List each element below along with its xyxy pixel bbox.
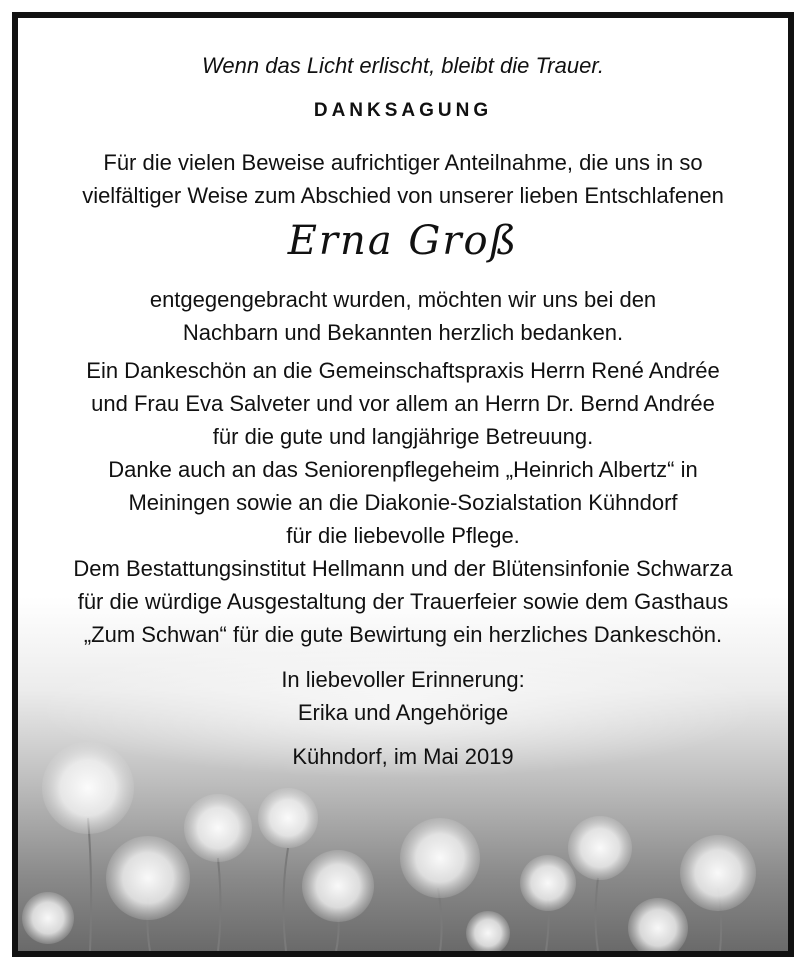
thanks-paragraph — [18, 354, 788, 651]
intro-paragraph — [18, 146, 788, 212]
thanks-line: „Zum Schwan“ für die gute Bewirtung ein herzliches Dankeschön. — [83, 622, 723, 647]
motto: Wenn das Licht erlischt, bleibt die Trauer. — [202, 53, 604, 78]
signature — [18, 663, 788, 729]
intro-line: Für die vielen Beweise aufrichtiger Anteilnahme, die uns in so — [103, 150, 703, 175]
thanks-line: Meiningen sowie an die Diakonie-Sozialstation Kühndorf — [128, 490, 678, 515]
thanks-line: Danke auch an das Seniorenpflegeheim „Heinrich Albertz“ in — [108, 457, 698, 482]
place-date-line: Kühndorf, im Mai 2019 — [292, 744, 514, 769]
intro-line: vielfältiger Weise zum Abschied von unserer lieben Entschlafenen — [82, 183, 724, 208]
after-name-line: Nachbarn und Bekannten herzlich bedanken. — [182, 320, 624, 345]
after-name-line: entgegengebracht wurden, möchten wir uns bei den — [149, 287, 657, 312]
deceased-name: Erna Groß — [287, 218, 519, 264]
thanks-line: und Frau Eva Salveter und vor allem an Herrn Dr. Bernd Andrée — [91, 391, 715, 416]
thanks-line: für die liebevolle Pflege. — [286, 523, 520, 548]
after-name-paragraph — [18, 283, 788, 349]
thanks-line: für die gute und langjährige Betreuung. — [212, 424, 594, 449]
signature-line: In liebevoller Erinnerung: — [281, 667, 525, 692]
thanks-line: für die würdige Ausgestaltung der Trauerfeier sowie dem Gasthaus — [77, 589, 729, 614]
heading: DANKSAGUNG — [313, 100, 493, 121]
place-date — [18, 740, 788, 773]
thanks-line: Ein Dankeschön an die Gemeinschaftspraxis Herrn René Andrée — [86, 358, 720, 383]
signature-line: Erika und Angehörige — [297, 700, 509, 725]
notice-frame — [12, 12, 794, 957]
thanks-line: Dem Bestattungsinstitut Hellmann und der Blütensinfonie Schwarza — [73, 556, 733, 581]
